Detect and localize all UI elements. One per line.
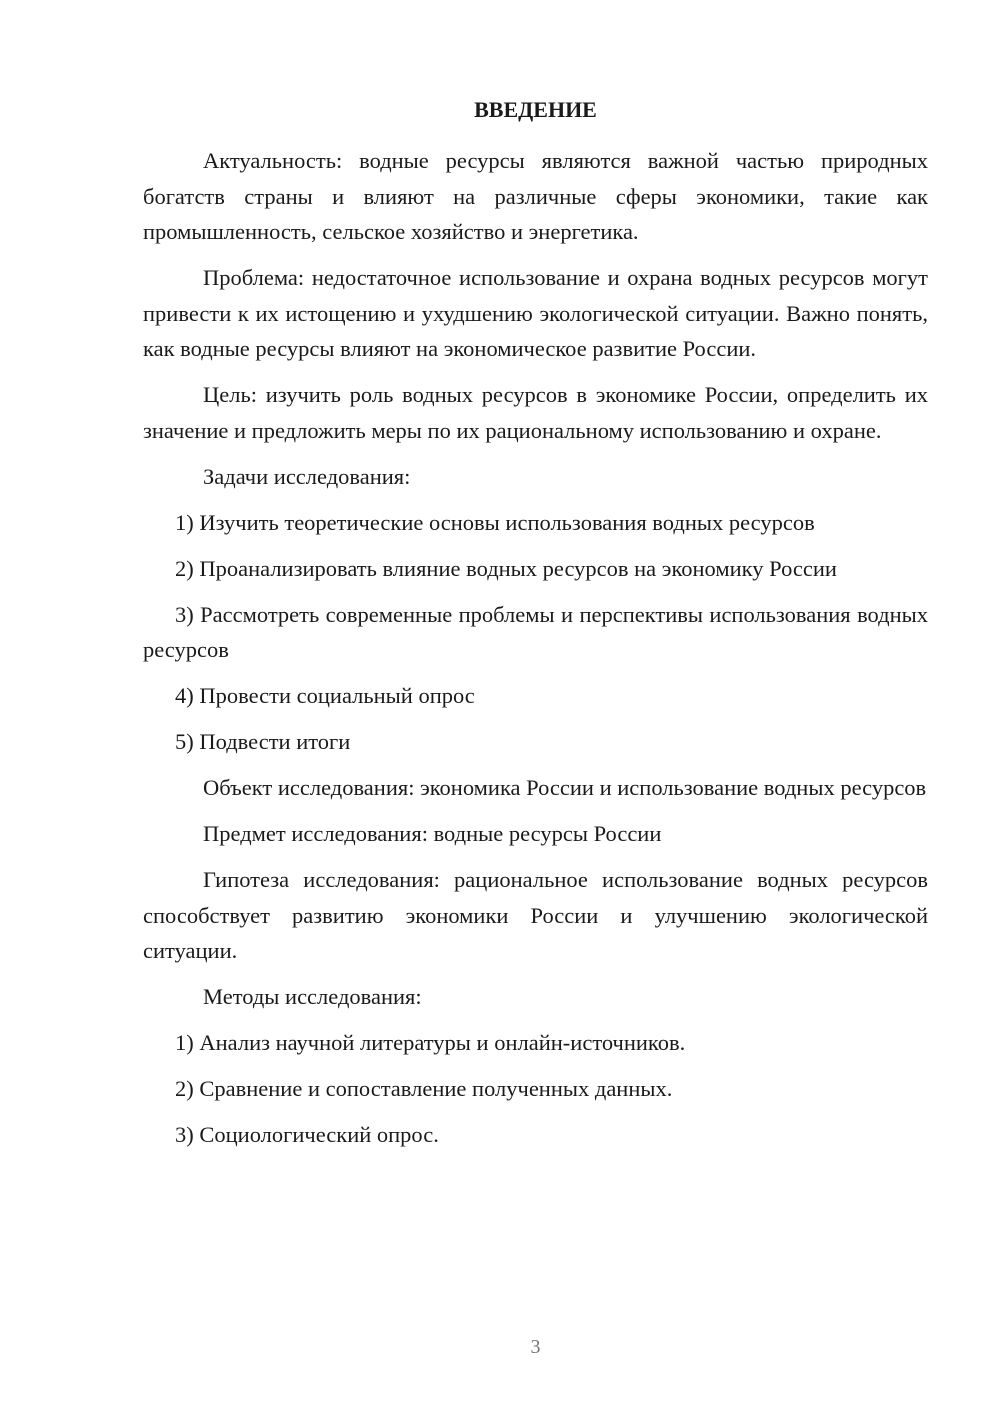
paragraph-goal: Цель: изучить роль водных ресурсов в экономике России, определить их значение и предложить меры по их рациональному использованию и охране.	[143, 382, 928, 443]
document-page	[143, 0, 928, 1414]
page-title: ВВЕДЕНИЕ	[474, 97, 597, 122]
method-list-item: 3) Социологический опрос.	[175, 1122, 439, 1147]
paragraph-tasks-heading: Задачи исследования:	[203, 463, 411, 489]
paragraph-hypothesis: Гипотеза исследования: рациональное использование водных ресурсов способствует развитию экономики России и улучшению экологической ситуации.	[143, 867, 928, 963]
document-body	[143, 143, 928, 1163]
paragraph-problem: Проблема: недостаточное использование и охрана водных ресурсов могут привести к их истощению и ухудшению экологической ситуации. Важно понять, как водные ресурсы влияют на экономическое развитие России.	[143, 265, 928, 361]
paragraph-relevance: Актуальность: водные ресурсы являются важной частью природных богатств страны и влияют на различные сферы экономики, такие как промышленность, сельское хозяйство и энергетика.	[143, 148, 928, 244]
method-list-item: 1) Анализ научной литературы и онлайн-источников.	[175, 1030, 686, 1055]
paragraph-methods-heading: Методы исследования:	[203, 984, 422, 1009]
task-list-item: 2) Проанализировать влияние водных ресурсов на экономику России	[175, 555, 837, 581]
paragraph-subject: Предмет исследования: водные ресурсы России	[203, 821, 662, 846]
page-number: 3	[530, 1336, 541, 1358]
task-list-item: 4) Провести социальный опрос	[175, 683, 475, 708]
method-list-item: 2) Сравнение и сопоставление полученных данных.	[175, 1076, 673, 1101]
paragraph-object: Объект исследования: экономика России и использование водных ресурсов	[203, 775, 927, 800]
task-list-item: 1) Изучить теоретические основы использования водных ресурсов	[175, 509, 815, 535]
task-list-item: 5) Подвести итоги	[175, 729, 351, 754]
task-list-item: 3) Рассмотреть современные проблемы и перспективы использования водных ресурсов	[143, 601, 928, 662]
